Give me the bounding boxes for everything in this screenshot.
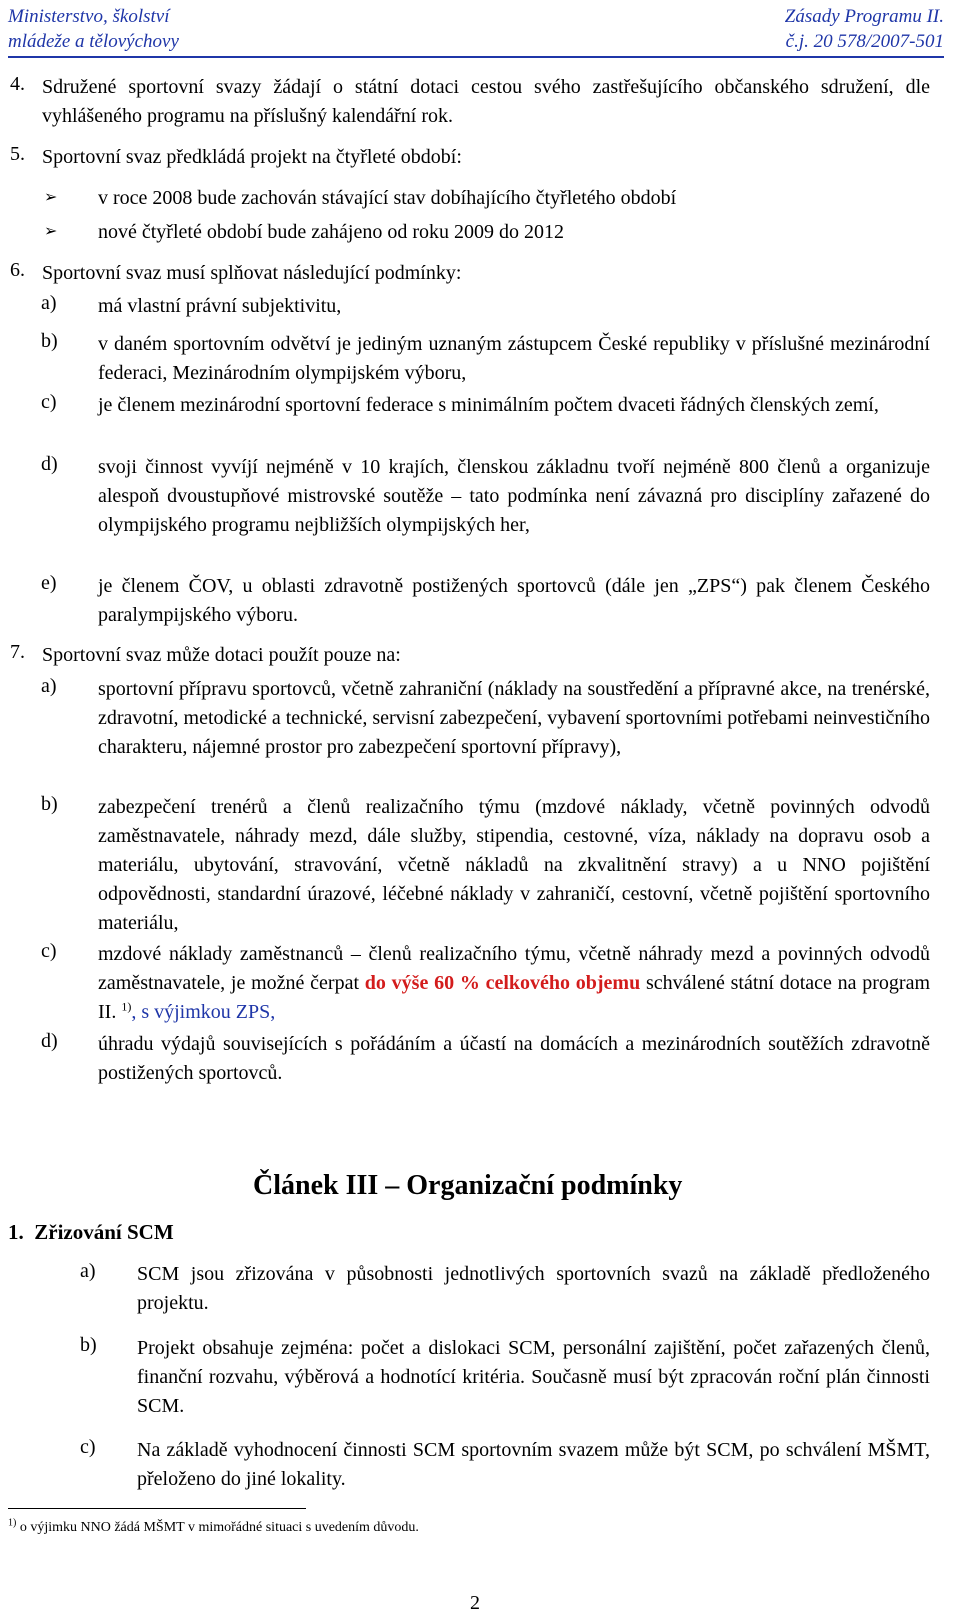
highlight-limit: do výše 60 % celkového objemu: [364, 972, 641, 994]
header-divider: [8, 56, 944, 58]
subitem-label: a): [41, 675, 57, 697]
header-ministry: [8, 4, 179, 54]
subitem-text-after: schválené státní dotace na program II.: [98, 972, 931, 1023]
subitem-label: b): [41, 793, 58, 815]
footnote-text: o výjimku NNO žádá MŠMT v mimořádné situaci s uvedením důvodu.: [19, 1520, 419, 1535]
header-ministry-line2: mládeže a tělovýchovy: [8, 31, 179, 52]
item-number: 6.: [10, 259, 25, 281]
item-text: Sportovní svaz musí splňovat následující podmínky:: [42, 262, 462, 284]
subitem-label: e): [41, 572, 57, 594]
subitem-label: a): [41, 292, 57, 314]
subitem-text: je členem mezinárodní sportovní federace s minimálním počtem dvaceti řádných členských zemí,: [98, 394, 879, 416]
arrow-bullet-icon: ➢: [44, 187, 58, 206]
subitem-text: zabezpečení trenérů a členů realizačního týmu (mzdové náklady, včetně povinných odvodů zaměstnavatele, náhrady mezd, dále služby, stipendia, cestovné, víza, náklady na dopravu osob a materiálu, ubytování, stravování, včetně nákladů na zkvalitnění stravy) a u NNO pojištění odpovědnosti, standardní úrazové, léčebné náklady v zahraničí, cestovní, včetně pojištění sportovního materiálu,: [98, 796, 930, 934]
subitem-text: Projekt obsahuje zejména: počet a dislokaci SCM, personální zajištění, počet zařazených členů, finanční rozvahu, výběrová a hodnotící kritéria. Současně musí být zpracován roční plán činnosti SCM.: [137, 1337, 930, 1417]
subitem-label: d): [41, 453, 58, 475]
bullet-text: nové čtyřleté období bude zahájeno od roku 2009 do 2012: [98, 221, 564, 243]
subitem-text: sportovní přípravu sportovců, včetně zahraniční (náklady na soustředění a přípravné akce, na trenérské, zdravotní, metodické a technické, servisní zabezpečení, vybavení sportovními potřebami neinvestičního charakteru, nájemné prostor pro zabezpečení sportovní přípravy),: [98, 678, 930, 758]
subitem-text: SCM jsou zřizována v působnosti jednotlivých sportovních svazů na základě předloženého projektu.: [137, 1263, 930, 1314]
section-title-text: Zřizování SCM: [34, 1220, 174, 1244]
bullet-text: v roce 2008 bude zachován stávající stav dobíhajícího čtyřletého období: [98, 187, 677, 209]
item-number: 4.: [10, 73, 25, 95]
subitem-label: b): [41, 330, 58, 352]
item-text: Sportovní svaz předkládá projekt na čtyřleté období:: [42, 146, 462, 168]
header-doc-number: č.j. 20 578/2007-501: [785, 31, 944, 52]
footnote-ref: 1): [121, 999, 132, 1014]
subitem-label: c): [80, 1436, 96, 1458]
header-doc-ref: [785, 4, 944, 54]
subitem-label: a): [80, 1260, 96, 1282]
item-number: 7.: [10, 641, 25, 663]
article-heading: Článek III – Organizační podmínky: [253, 1170, 683, 1201]
subitem-text: úhradu výdajů souvisejících s pořádáním a účastí na domácích a mezinárodních soutěžích zdravotně postižených sportovců.: [98, 1033, 930, 1084]
item-text: Sportovní svaz může dotaci použít pouze na:: [42, 644, 401, 666]
header-ministry-line1: Ministerstvo, školství: [8, 6, 170, 27]
footnote-mark: 1): [8, 1517, 17, 1529]
subitem-text: [98, 940, 930, 1027]
subitem-text: má vlastní právní subjektivitu,: [98, 295, 342, 317]
subitem-label: c): [41, 940, 57, 962]
subitem-text-before: mzdové náklady zaměstnanců – členů realizačního týmu, včetně náhrady mezd a povinných odvodů zaměstnavatele, je možné čerpat: [98, 943, 930, 994]
subitem-text: je členem ČOV, u oblasti zdravotně postižených sportovců (dále jen „ZPS“) pak členem Českého paralympijského výboru.: [98, 575, 930, 626]
subitem-text: svoji činnost vyvíjí nejméně v 10 krajích, členskou základnu tvoří nejméně 800 členů a organizuje alespoň dvoustupňové mistrovské soutěže – tato podmínka není závazná pro disciplíny zařazené do olympijského programu nejbližších olympijských her,: [98, 456, 930, 536]
footnote-divider: [8, 1508, 306, 1509]
subitem-label: c): [41, 391, 57, 413]
footnote: [8, 1517, 419, 1536]
item-number: 5.: [10, 143, 25, 165]
section-title: [8, 1220, 174, 1245]
subitem-text: v daném sportovním odvětví je jediným uznaným zástupcem České republiky v příslušné mezinárodní federaci, Mezinárodním olympijském výboru,: [98, 333, 930, 384]
subitem-label: d): [41, 1030, 58, 1052]
subitem-label: b): [80, 1334, 97, 1356]
subitem-text: Na základě vyhodnocení činnosti SCM sportovním svazem může být SCM, po schválení MŠMT, přeloženo do jiné lokality.: [137, 1439, 930, 1490]
header-doc-title: Zásady Programu II.: [784, 6, 944, 27]
section-number: 1.: [8, 1220, 24, 1244]
arrow-bullet-icon: ➢: [44, 221, 58, 240]
page-number: 2: [470, 1592, 480, 1614]
item-text: Sdružené sportovní svazy žádají o státní dotaci cestou svého zastřešujícího občanského sdružení, dle vyhlášeného programu na příslušný kalendářní rok.: [42, 76, 930, 127]
exception-note: , s výjimkou ZPS,: [131, 1001, 276, 1023]
